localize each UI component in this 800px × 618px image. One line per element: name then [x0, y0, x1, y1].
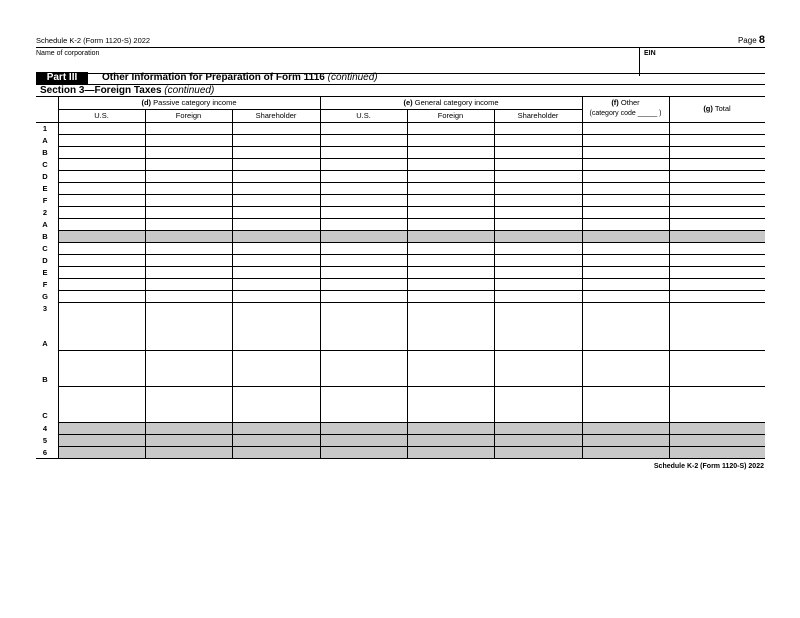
col-d-letter: (d): [141, 98, 152, 107]
section-title-suffix: (continued): [164, 85, 215, 96]
row-label: C: [42, 411, 48, 420]
row-label: 4: [42, 424, 48, 433]
row-divider: [36, 458, 765, 459]
col-e-label: General category income: [414, 98, 499, 107]
name-row: [36, 47, 765, 74]
row-label: 2: [42, 208, 48, 217]
shaded-cell-row: [58, 434, 765, 446]
col-f-letter: (f): [611, 98, 619, 107]
part-row: [36, 72, 765, 85]
col-f-header: [582, 98, 669, 107]
row-divider: [58, 422, 765, 423]
column-divider: [145, 109, 146, 458]
row-label: E: [42, 184, 48, 193]
row-divider: [58, 386, 765, 387]
col-d-label: Passive category income: [153, 98, 237, 107]
row-divider: [58, 182, 765, 183]
row-label: G: [42, 292, 48, 301]
row-label: B: [42, 375, 48, 384]
row-divider: [58, 434, 765, 435]
row-divider: [58, 350, 765, 351]
col-e-foreign: Foreign: [437, 111, 464, 120]
col-e-shareholder: Shareholder: [517, 111, 559, 120]
col-d-foreign: Foreign: [175, 111, 202, 120]
column-divider: [320, 97, 321, 458]
col-d-us: U.S.: [94, 111, 109, 120]
row-label: C: [42, 160, 48, 169]
col-d-header: [58, 98, 320, 107]
col-e-header: [320, 98, 582, 107]
shaded-cell-row: [58, 230, 765, 242]
col-g-label: Total: [714, 104, 731, 113]
form-footer: Schedule K-2 (Form 1120-S) 2022: [653, 463, 764, 470]
name-of-corporation-field[interactable]: Name of corporation: [36, 50, 100, 57]
row-divider: [58, 218, 765, 219]
column-divider: [494, 109, 495, 458]
row-divider: [58, 194, 765, 195]
part-tag: Part III: [36, 72, 88, 84]
row-label: 6: [42, 448, 48, 457]
row-label: 1: [42, 124, 48, 133]
col-f-label: Other: [620, 98, 640, 107]
row-label: B: [42, 232, 48, 241]
row-divider: [58, 230, 765, 231]
col-g-letter: (g): [703, 104, 713, 113]
row-divider: [58, 446, 765, 447]
row-divider: [58, 134, 765, 135]
section-title: [40, 85, 214, 96]
page-indicator: [738, 34, 765, 46]
column-divider: [407, 109, 408, 458]
form-title: Schedule K-2 (Form 1120-S) 2022: [36, 36, 151, 45]
col-e-us: U.S.: [356, 111, 371, 120]
part-title: [102, 72, 378, 84]
row-divider: [58, 278, 765, 279]
col-d-shareholder: Shareholder: [255, 111, 297, 120]
column-divider: [58, 97, 59, 458]
col-g-header: [669, 104, 765, 113]
col-e-letter: (e): [403, 98, 413, 107]
shaded-cell-row: [58, 422, 765, 434]
part-title-text: Other Information for Preparation of Form 1116: [102, 72, 325, 83]
row-divider: [58, 266, 765, 267]
row-label: D: [42, 172, 48, 181]
row-label: C: [42, 244, 48, 253]
column-divider: [582, 97, 583, 458]
row-label: A: [42, 220, 48, 229]
row-label: A: [42, 339, 48, 348]
col-f-category-code[interactable]: (category code _____ ): [589, 110, 662, 117]
column-divider: [669, 97, 670, 458]
row-divider: [58, 242, 765, 243]
section-title-text: Section 3—Foreign Taxes: [40, 85, 162, 96]
row-label: F: [42, 196, 48, 205]
row-divider: [58, 170, 765, 171]
shaded-cell-row: [58, 446, 765, 458]
row-divider: [58, 290, 765, 291]
row-label: F: [42, 280, 48, 289]
row-label: E: [42, 268, 48, 277]
row-label: 5: [42, 436, 48, 445]
row-divider: [58, 206, 765, 207]
row-divider: [58, 158, 765, 159]
row-divider: [58, 254, 765, 255]
column-divider: [232, 109, 233, 458]
row-divider: [58, 302, 765, 303]
row-label: A: [42, 136, 48, 145]
row-divider: [58, 146, 765, 147]
page-number: 8: [758, 34, 765, 46]
row-label: D: [42, 256, 48, 265]
part-title-suffix: (continued): [327, 72, 378, 83]
row-label: B: [42, 148, 48, 157]
row-label: 3: [42, 304, 48, 313]
foreign-taxes-table: [36, 96, 765, 463]
ein-field[interactable]: EIN: [639, 48, 660, 76]
page-label: Page: [737, 36, 757, 45]
